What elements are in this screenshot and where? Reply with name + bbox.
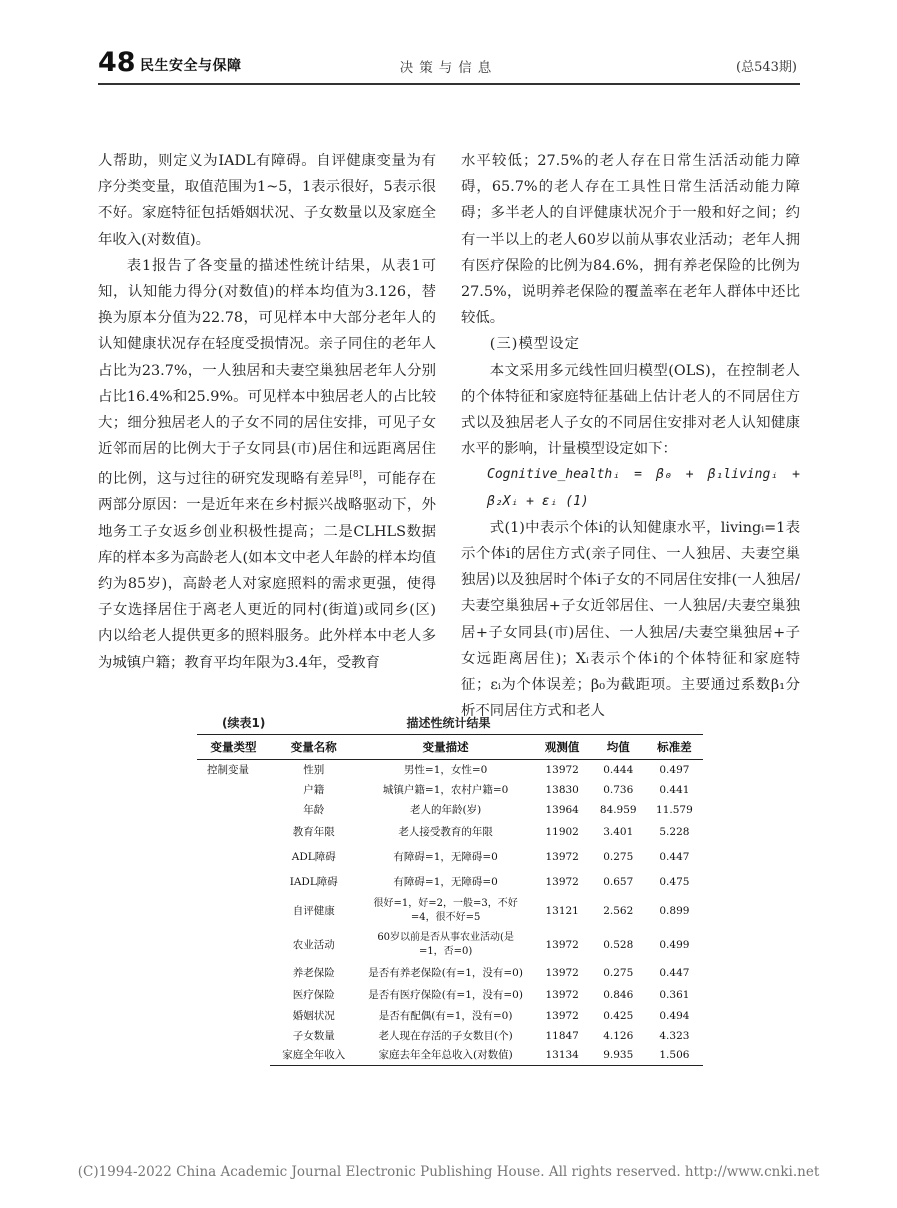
sd-cell: 0.441 <box>659 783 690 796</box>
left-column <box>98 148 436 676</box>
citation-mark: [8] <box>349 470 363 481</box>
header-var-name: 变量名称 <box>270 735 358 760</box>
variable-name-cell: 教育年限 <box>292 825 335 838</box>
table-row <box>197 780 703 800</box>
mean-cell: 3.401 <box>603 825 634 838</box>
mean-cell: 4.126 <box>603 1029 634 1042</box>
table-row <box>197 1046 703 1066</box>
variable-name-cell: 子女数量 <box>292 1029 335 1042</box>
page-number: 48 <box>98 47 136 78</box>
variable-desc-cell: 是否有配偶(有=1，没有=0) <box>378 1009 513 1022</box>
variable-desc-cell: 是否有医疗保险(有=1，没有=0) <box>368 988 523 1001</box>
table-header-row <box>197 735 703 760</box>
mean-cell: 0.846 <box>603 988 634 1001</box>
page-header <box>0 0 897 90</box>
sd-cell: 0.494 <box>659 1009 690 1022</box>
left-paragraph-2 <box>98 253 436 676</box>
variable-name-cell: 家庭全年收入 <box>270 1046 358 1066</box>
header-mean: 均值 <box>591 735 646 760</box>
variable-name-cell: ADL障碍 <box>291 850 336 863</box>
observations-cell: 13972 <box>545 1009 579 1022</box>
left-paragraph-1: 人帮助，则定义为IADL有障碍。自评健康变量为有序分类变量，取值范围为1~5，1表示很好，5表示很不好。家庭特征包括婚姻状况、子女数量以及家庭全年收入(对数值)。 <box>98 153 436 248</box>
sd-cell: 0.497 <box>659 763 690 776</box>
variable-desc-cell: 60岁以前是否从事农业活动(是=1，否=0) <box>377 931 514 957</box>
mean-cell: 2.562 <box>603 904 634 917</box>
header-var-desc: 变量描述 <box>358 735 534 760</box>
table-row <box>197 760 703 780</box>
observations-cell: 13830 <box>545 783 579 796</box>
table-row <box>197 844 703 870</box>
table-row <box>197 800 703 820</box>
header-obs: 观测值 <box>534 735 591 760</box>
sd-cell: 4.323 <box>659 1029 690 1042</box>
sd-cell: 0.499 <box>659 938 690 951</box>
variable-desc-cell: 老人的年龄(岁) <box>410 803 482 816</box>
sd-cell: 1.506 <box>646 1046 703 1066</box>
mean-cell: 84.959 <box>599 803 637 816</box>
variable-name-cell: 婚姻状况 <box>292 1009 335 1022</box>
variable-name-cell: 医疗保险 <box>292 988 335 1001</box>
variable-desc-cell: 很好=1，好=2，一般=3，不好=4，很不好=5 <box>373 897 518 923</box>
table-row <box>197 928 703 962</box>
sd-cell: 5.228 <box>659 825 690 838</box>
right-paragraph-1: 水平较低；27.5%的老人存在日常生活活动能力障碍，65.7%的老人存在工具性日常生活活动能力障碍；多半老人的自评健康状况介于一般和好之间；约有一半以上的老人60岁以前从事农业活动；老年人拥有医疗保险的比例为84.6%，拥有养老保险的比例为27.5%，说明养老保险的覆盖率在老年人群体中还比较低。 <box>461 153 800 327</box>
variable-desc-cell: 有障碍=1，无障碍=0 <box>393 875 498 888</box>
variable-desc-cell: 男性=1，女性=0 <box>403 763 488 776</box>
variable-name-cell: 户籍 <box>303 783 325 796</box>
variable-category-cell: 控制变量 <box>207 764 249 776</box>
mean-cell: 0.275 <box>603 966 634 979</box>
right-column <box>461 148 800 724</box>
observations-cell: 11847 <box>545 1029 579 1042</box>
observations-cell: 13972 <box>545 850 579 863</box>
variable-desc-cell: 城镇户籍=1，农村户籍=0 <box>382 783 509 796</box>
table-continued-label: (续表1) <box>222 716 266 730</box>
table-row <box>197 894 703 928</box>
table-row <box>197 1026 703 1046</box>
table-caption <box>0 714 897 734</box>
mean-cell: 0.425 <box>603 1009 634 1022</box>
journal-section-name: 民生安全与保障 <box>140 58 242 74</box>
left-paragraph-2-text: 表1报告了各变量的描述性统计结果，从表1可知，认知能力得分(对数值)的样本均值为3.126，替换为原本分值为22.78，可见样本中大部分老年人的认知健康状况存在轻度受损情况。亲子同住的老年人占比为23.7%，一人独居和夫妻空巢独居老年人分别占比16.4%和25.9%。可见样本中独居老人的占比较大；细分独居老人的子女不同的居住安排，可见子女近邻而居的比例大于子女同县(市)居住和远距离居住的比例，这与过往的研究发现略有差异 <box>98 257 436 488</box>
sd-cell: 0.361 <box>659 988 690 1001</box>
sd-cell: 0.447 <box>659 850 690 863</box>
variable-name-cell: 年龄 <box>303 803 325 816</box>
section-subheading: (三)模型设定 <box>489 336 580 353</box>
journal-title: 决策与信息 <box>399 60 498 76</box>
descriptive-stats-table <box>197 734 703 1066</box>
model-formula: Cognitive_healthᵢ = β₀ + β₁livingᵢ + β₂Xᵢ + εᵢ (1) <box>487 467 800 509</box>
table-row <box>197 984 703 1006</box>
sd-cell: 11.579 <box>656 803 693 816</box>
copyright-footer: (C)1994-2022 China Academic Journal Electronic Publishing House. All rights reserved. http://www.cnki.net <box>77 1164 820 1180</box>
table-row <box>197 1006 703 1026</box>
right-paragraph-2: 本文采用多元线性回归模型(OLS)，在控制老人的个体特征和家庭特征基础上估计老人的不同居住方式以及独居老人子女的不同居住安排对老人认知健康水平的影响，计量模型设定如下： <box>461 362 800 458</box>
observations-cell: 13972 <box>545 763 579 776</box>
variable-name-cell: IADL障碍 <box>289 875 338 888</box>
left-paragraph-2-cont: ，可能存在两部分原因：一是近年来在乡村振兴战略驱动下，外地务工子女返乡创业积极性提高；二是CLHLS数据库的样本多为高龄老人(如本文中老人年龄的样本均值约为85岁)，高龄老人对家庭照料的需求更强，使得子女选择居住于离老人更近的同村(街道)或同乡(区)内以给老人提供更多的照料服务。此外样本中老人多为城镇户籍；教育平均年限为3.4年，受教育 <box>98 471 436 671</box>
header-var-type: 变量类型 <box>197 735 270 760</box>
observations-cell: 13964 <box>545 803 579 816</box>
variable-name-cell: 养老保险 <box>292 966 335 979</box>
observations-cell: 13972 <box>545 966 579 979</box>
observations-cell: 13972 <box>545 988 579 1001</box>
header-sd: 标准差 <box>646 735 703 760</box>
variable-desc-cell: 家庭去年全年总收入(对数值) <box>358 1046 534 1066</box>
observations-cell: 13134 <box>534 1046 591 1066</box>
header-rule <box>98 83 800 85</box>
mean-cell: 0.657 <box>603 875 634 888</box>
variable-name-cell: 农业活动 <box>292 938 335 951</box>
observations-cell: 13972 <box>545 938 579 951</box>
observations-cell: 11902 <box>545 825 579 838</box>
mean-cell: 0.444 <box>603 763 634 776</box>
observations-cell: 13121 <box>545 904 579 917</box>
variable-desc-cell: 老人现在存活的子女数目(个) <box>378 1029 513 1042</box>
variable-desc-cell: 老人接受教育的年限 <box>398 825 493 838</box>
mean-cell: 0.275 <box>603 850 634 863</box>
sd-cell: 0.475 <box>659 875 690 888</box>
observations-cell: 13972 <box>545 875 579 888</box>
variable-name-cell: 性别 <box>303 763 325 776</box>
table-title: 描述性统计结果 <box>406 716 491 730</box>
variable-desc-cell: 有障碍=1，无障碍=0 <box>393 850 498 863</box>
table-row <box>197 820 703 844</box>
mean-cell: 0.736 <box>603 783 634 796</box>
mean-cell: 9.935 <box>591 1046 646 1066</box>
issue-number: (总543期) <box>736 60 797 75</box>
right-paragraph-3: 式(1)中表示个体i的认知健康水平，livingᵢ=1表示个体i的居住方式(亲子同住、一人独居、夫妻空巢独居)以及独居时个体i子女的不同居住安排(一人独居/夫妻空巢独居+子女近邻居住、一人独居/夫妻空巢独居+子女同县(市)居住、一人独居/夫妻空巢独居+子女远距离居住)；Xᵢ表示个体i的个体特征和家庭特征；εᵢ为个体误差；β₀为截距项。主要通过系数β₁分析不同居住方式和老人 <box>461 519 800 720</box>
variable-desc-cell: 是否有养老保险(有=1，没有=0) <box>368 966 523 979</box>
table-row <box>197 962 703 984</box>
mean-cell: 0.528 <box>603 938 634 951</box>
table-row <box>197 870 703 894</box>
sd-cell: 0.447 <box>659 966 690 979</box>
variable-name-cell: 自评健康 <box>292 904 335 917</box>
sd-cell: 0.899 <box>659 904 690 917</box>
